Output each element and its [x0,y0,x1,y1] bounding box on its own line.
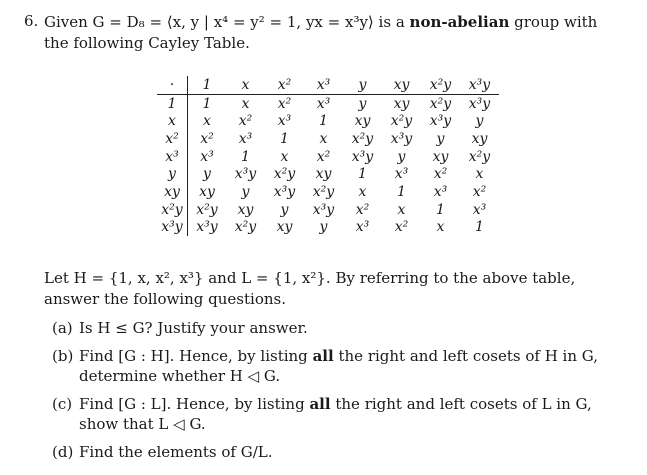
question-number: 6. [24,12,39,30]
part-text: Find the elements of G/L. [79,443,273,461]
cayley-row-label: x²y [157,201,188,219]
cayley-row-label: x³ [157,148,188,166]
cayley-cell: x² [200,130,214,147]
question-parts [52,318,622,470]
cayley-cell: x²y [234,219,257,236]
cayley-row [157,112,499,130]
cayley-cell: xy [276,219,293,236]
cayley-cell: y [475,113,484,130]
cayley-cell: x²y [429,95,452,112]
cayley-operator: · [157,76,188,94]
intro-text-end: group with the following Cayley Table. [44,13,598,52]
cayley-row [157,94,499,112]
cayley-cell: x [358,183,367,200]
cayley-cell: x³ [472,201,487,218]
cayley-cell: xy [354,113,371,130]
cayley-cell: 1 [436,201,445,218]
cayley-row [157,130,499,148]
cayley-table-container [157,76,499,236]
intro-bold-term: non-abelian [409,13,510,31]
cayley-cell: x³ [200,148,214,165]
cayley-cell: x² [277,95,292,112]
cayley-cell: x³y [468,95,491,112]
part-label: (b) [52,347,74,365]
part-label: (a) [52,319,73,337]
cayley-cell: xy [315,166,332,183]
cayley-cell: 1 [241,148,250,165]
cayley-cell: x [241,95,250,112]
cayley-cell: x [436,219,445,236]
cayley-row [157,183,499,201]
cayley-cell: x³y [312,201,335,218]
part-a [52,318,622,338]
cayley-row-label: y [157,165,188,183]
cayley-cell: x³ [238,130,253,147]
cayley-cell: x³y [234,166,257,183]
cayley-cell: x³y [429,113,452,130]
setup-paragraph: Let H = {1, x, x², x³} and L = {1, x²}. By referring to the above table, answer the following questions. [44,269,576,308]
cayley-row [157,148,499,166]
cayley-row [157,201,499,219]
cayley-cell: xy [432,148,449,165]
cayley-cell: y [358,95,367,112]
cayley-cell: x³y [273,183,296,200]
cayley-cell: x³y [390,130,413,147]
cayley-cell: y [319,219,328,236]
cayley-row [157,165,499,183]
cayley-cell: 1 [319,113,328,130]
cayley-cell: y [241,183,250,200]
part-bold-word: all [312,347,334,365]
cayley-cell: x² [238,113,253,130]
part-b [52,346,622,386]
part-text-end: the right and left cosets of L in G, show that L ◁ G. [79,395,592,433]
cayley-cell: y [280,201,289,218]
cayley-cell: y [397,148,406,165]
part-text-start: Find [G : L]. Hence, by listing [79,395,305,413]
part-text-end: the right and left cosets of H in G, determine whether H ◁ G. [79,347,598,385]
cayley-table [157,76,499,236]
cayley-cell: x [319,130,328,147]
cayley-cell: x³ [277,113,292,130]
cayley-cell: 1 [358,166,367,183]
cayley-cell: x² [394,219,409,236]
cayley-header-cell: x [226,76,265,94]
cayley-cell: y [436,130,445,147]
cayley-cell: x²y [390,113,413,130]
cayley-cell: xy [199,183,215,200]
cayley-cell: y [203,166,211,183]
cayley-row-label: xy [157,183,188,201]
cayley-cell: 1 [280,130,289,147]
cayley-cell: x²y [468,148,491,165]
cayley-cell: x²y [312,183,335,200]
part-text: Is H ≤ G? Justify your answer. [79,319,308,337]
cayley-header-cell: x²y [421,76,460,94]
cayley-header-cell: y [343,76,382,94]
intro-text-start: Given G = D₈ = ⟨x, y | x⁴ = y² = 1, yx = x³y⟩ is a [44,13,405,31]
cayley-cell: x [397,201,406,218]
cayley-cell: x³ [433,183,448,200]
part-label: (d) [52,443,74,461]
cayley-cell: xy [393,95,410,112]
part-text-start: Find [G : H]. Hence, by listing [79,347,308,365]
cayley-cell: x² [433,166,448,183]
cayley-cell: x² [355,201,370,218]
cayley-header-cell: x³y [460,76,499,94]
cayley-cell: x² [316,148,331,165]
cayley-header-row [157,76,499,94]
cayley-cell: xy [471,130,488,147]
cayley-header-cell: x² [265,76,304,94]
cayley-cell: 1 [202,95,212,112]
cayley-cell: x²y [273,166,296,183]
cayley-cell: x [203,113,211,130]
cayley-header-cell: 1 [188,76,227,94]
cayley-cell: x³ [355,219,370,236]
cayley-cell: x [475,166,484,183]
part-c [52,394,622,434]
cayley-header-cell: x³ [304,76,343,94]
cayley-row [157,219,499,237]
cayley-cell: x²y [196,201,218,218]
cayley-row-label: 1 [157,94,188,112]
cayley-cell: x³y [196,219,218,236]
part-label: (c) [52,395,73,413]
cayley-row-label: x² [157,130,188,148]
cayley-cell: x² [472,183,487,200]
cayley-cell: x³ [316,95,331,112]
question-intro [44,12,624,54]
part-d [52,442,622,462]
part-bold-word: all [309,395,331,413]
cayley-header-cell: xy [382,76,421,94]
cayley-cell: 1 [475,219,484,236]
cayley-cell: 1 [397,183,406,200]
cayley-row-label: x³y [157,219,188,237]
cayley-row-label: x [157,112,188,130]
cayley-cell: x²y [351,130,374,147]
cayley-cell: xy [237,201,254,218]
cayley-cell: x³y [351,148,374,165]
cayley-cell: x³ [394,166,409,183]
cayley-cell: x [280,148,289,165]
